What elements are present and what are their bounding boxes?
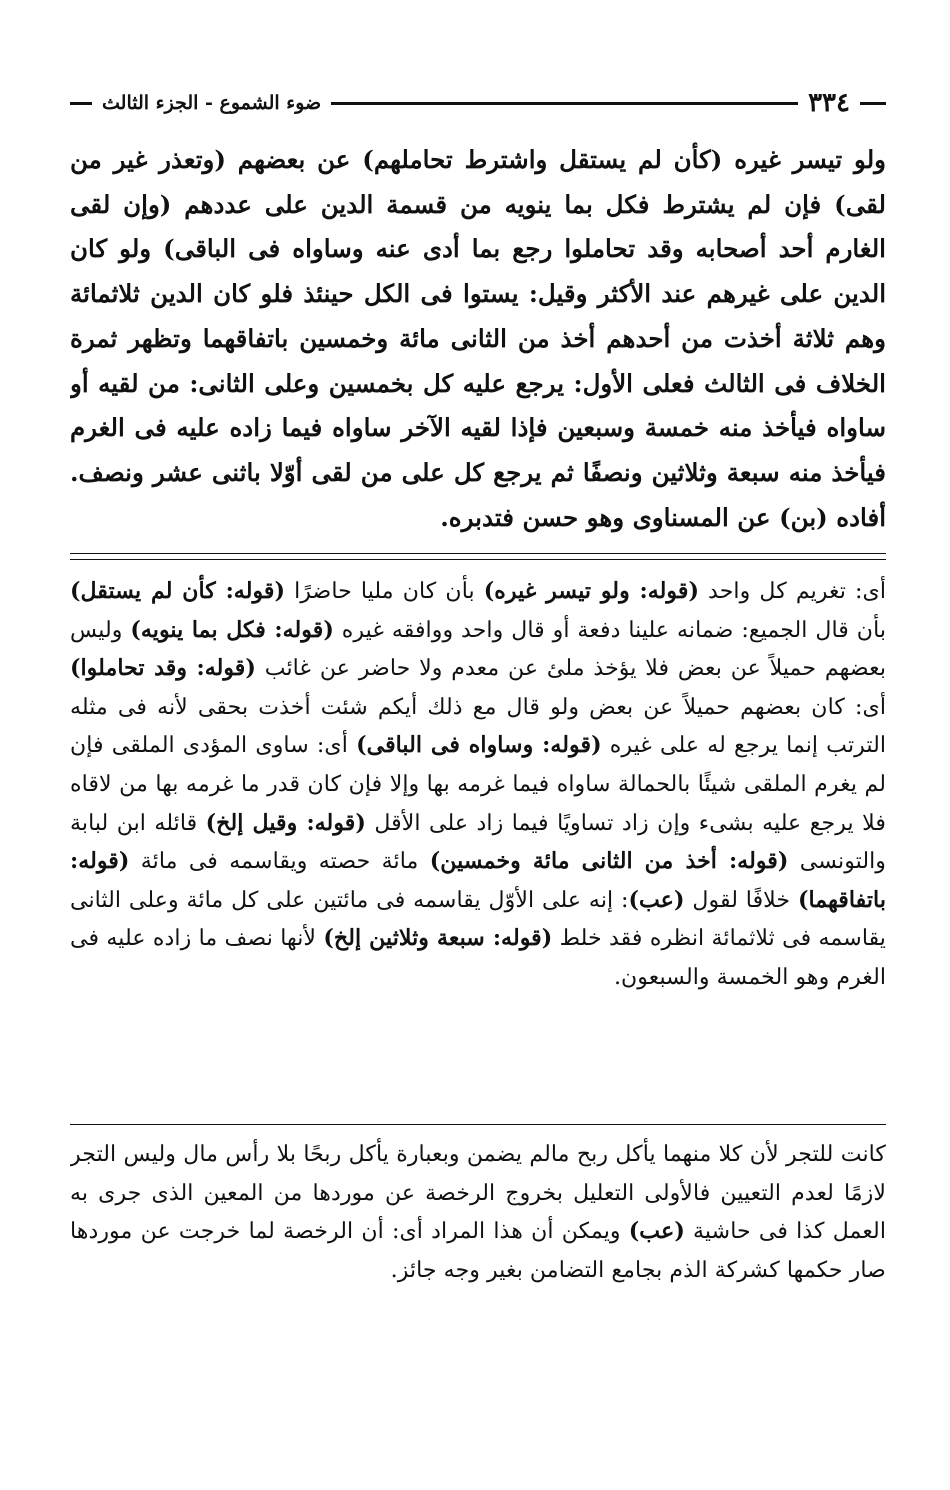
- commentary-heading: (قوله: فكل بما ينويه): [130, 616, 334, 643]
- commentary-segment: مائة حصته ويقاسمه فى مائة: [129, 848, 430, 875]
- commentary-heading: (قوله: سبعة وثلاثين إلخ): [323, 925, 553, 952]
- commentary-heading: (عب): [628, 886, 685, 913]
- header-dash-end: [70, 102, 92, 105]
- header-rule: [331, 102, 798, 105]
- commentary-segment: وليس بعضهم حميلاً عن بعض فلا يؤخذ ملئ عن معدم ولا حاضر عن غائب: [70, 616, 886, 682]
- commentary-segment: قائله ابن لبابة والتونسى: [70, 809, 886, 875]
- commentary-heading: (قوله: أخذ من الثانى مائة وخمسين): [429, 848, 789, 875]
- page-number: ٣٣٤: [808, 88, 850, 118]
- commentary-segment: أى: كان بعضهم حميلاً عن بعض ولو قال مع ذلك أيكم شئت أخذت بحقى لأنه فى مثله الترتب إنما يرجع له على غيره: [70, 693, 886, 759]
- header-dash: [860, 102, 886, 105]
- commentary-segment: لأنها نصف ما زاده عليه فى الغرم وهو الخمسة والسبعون.: [70, 925, 886, 990]
- commentary-heading: (قوله: ولو تيسر غيره): [483, 578, 699, 604]
- footnote-heading: (عب): [628, 1218, 685, 1245]
- footnote-segment: ويمكن أن هذا المراد أى: أن الرخصة لما خرجت عن موردها صار حكمها كشركة الذم بجامع التضامن بغير وجه جائز.: [70, 1218, 886, 1283]
- commentary-segment: بأن كان مليا حاضرًا: [285, 578, 484, 604]
- commentary-text: [70, 572, 886, 1112]
- page-header: [70, 86, 886, 120]
- commentary-segment: أى: ساوى المؤدى الملقى فإن لم يغرم الملقى شيئًا بالحمالة ساواه فيما غرمه بها وإلا فإن كان قدر ما غرمه بها من لاقاه فلا يرجع عليه بشىء وإن زاد تساويًا فيما زاد على الأقل: [70, 732, 886, 836]
- commentary-segment: بأن قال الجميع: ضمانه علينا دفعة أو قال واحد ووافقه غيره: [333, 616, 886, 643]
- footnote-text: [70, 1135, 886, 1335]
- commentary-segment: خلافًا لقول: [684, 886, 798, 913]
- running-title: ضوء الشموع - الجزء الثالث: [102, 92, 322, 114]
- commentary-heading: (قوله: وقد تحاملوا): [70, 655, 256, 682]
- commentary-heading: (قوله: باتفاقهما): [70, 848, 886, 913]
- footnote-segment: كانت للتجر لأن كلا منهما يأكل ربح مالم يضمن وبعبارة يأكل ربحًا بلا رأس مال وليس التجر لازمًا لعدم التعيين فالأولى التعليل بخروج الرخصة عن موردها من المعين الذى جرى به العمل كذا فى حاشية: [70, 1141, 886, 1245]
- footnote-divider: [70, 1124, 886, 1125]
- commentary-segment: : إنه على الأوّل يقاسمه فى مائتين على كل مائة وعلى الثانى يقاسمه فى ثلاثمائة انظره فقد خلط: [70, 886, 886, 952]
- main-text: ولو تيسر غيره (كأن لم يستقل واشترط تحاملهم) عن بعضهم (وتعذر غير من لقى) فإن لم يشترط فكل بما ينويه من قسمة الدين على عددهم (وإن لقى الغارم أحد أصحابه وقد تحاملوا رجع بما أدى عنه وساواه فى الباقى) ولو كان الدين على غيرهم عند الأكثر وقيل: يستوا فى الكل حينئذ فلو كان الدين ثلاثمائة وهم ثلاثة أخذت من أحدهم أخذ من الثانى مائة وخمسين باتفاقهما وتظهر ثمرة الخلاف فى الثالث فعلى الأول: يرجع عليه كل بخمسين وعلى الثانى: من لقيه أو ساواه فيأخذ منه خمسة وسبعين فإذا لقيه الآخر ساواه فيما زاده عليه فى الغرم فيأخذ منه سبعة وثلاثين ونصفًا ثم يرجع كل على من لقى أوّلا باثنى عشر ونصف. أفاده (بن) عن المسناوى وهو حسن فتدبره.: [70, 145, 886, 532]
- commentary-heading: (قوله: وقيل إلخ): [205, 809, 366, 836]
- commentary-heading: (قوله: وساواه فى الباقى): [356, 732, 602, 759]
- double-divider: [70, 553, 886, 560]
- commentary-heading: (قوله: كأن لم يستقل): [70, 578, 286, 604]
- commentary-segment: أى: تغريم كل واحد: [698, 578, 886, 604]
